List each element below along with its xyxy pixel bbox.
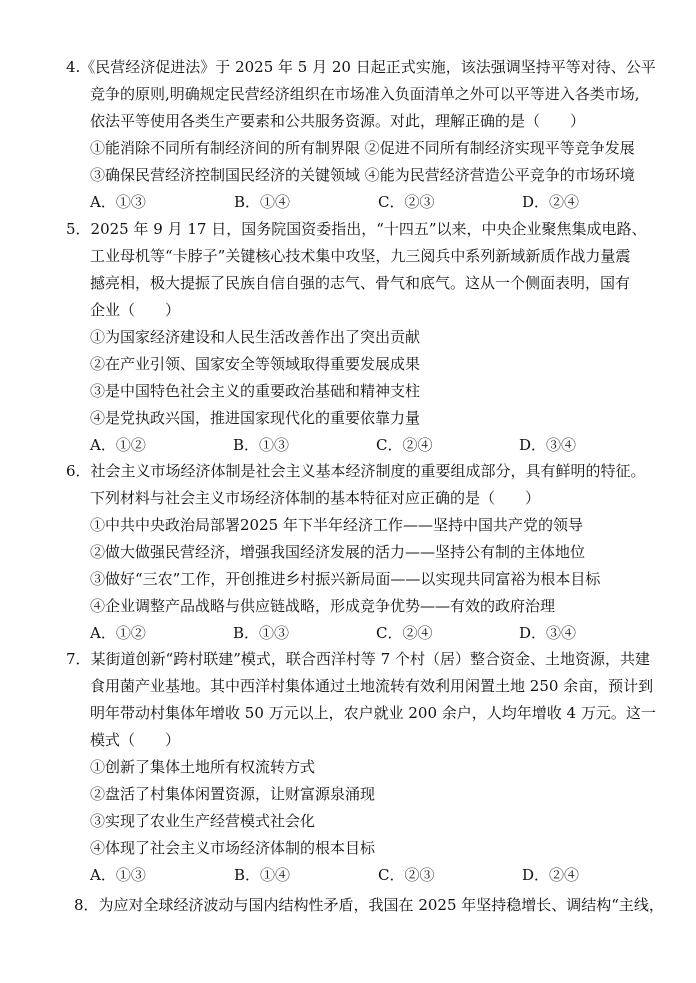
question-stem: 7．某街道创新“跨村联建”模式，联合西洋村等 7 个村（居）整合资金、土地资源，共建 bbox=[66, 650, 650, 668]
statement-item: ②盘活了村集体闲置资源，让财富源泉涌现 bbox=[90, 785, 376, 803]
statement-item: ③实现了农业生产经营模式社会化 bbox=[90, 812, 316, 830]
question-stem: 竞争的原则,明确规定民营经济组织在市场准入负面清单之外可以平等进入各类市场, bbox=[90, 85, 640, 103]
question-6 bbox=[66, 458, 666, 647]
option-b: B．①④ bbox=[234, 866, 291, 884]
option-c: C．②③ bbox=[378, 866, 435, 884]
statement-item: ③确保民营经济控制国民经济的关键领域 ④能为民营经济营造公平竞争的市场环境 bbox=[90, 166, 635, 184]
question-7 bbox=[66, 646, 666, 889]
option-c: C．②③ bbox=[378, 193, 435, 211]
question-5 bbox=[66, 216, 666, 459]
question-stem: 依法平等使用各类生产要素和公共服务资源。对此，理解正确的是（ ） bbox=[90, 112, 586, 130]
question-stem: 企业（ ） bbox=[90, 301, 181, 319]
question-4 bbox=[66, 54, 666, 216]
option-d: D．②④ bbox=[522, 193, 580, 211]
question-stem: 8．为应对全球经济波动与国内结构性矛盾，我国在 2025 年坚持稳增长、调结构“主线， bbox=[74, 896, 664, 914]
option-a: A．①③ bbox=[90, 193, 146, 211]
answer-options bbox=[66, 620, 666, 647]
statement-item: ①能消除不同所有制经济间的所有制界限 ②促进不同所有制经济实现平等竞争发展 bbox=[90, 139, 635, 157]
option-b: B．①③ bbox=[233, 624, 290, 642]
option-d: D．③④ bbox=[519, 624, 577, 642]
statement-item: ④是党执政兴国，推进国家现代化的重要依靠力量 bbox=[90, 409, 421, 427]
answer-options bbox=[66, 189, 666, 216]
statement-item: ②在产业引领、国家安全等领域取得重要发展成果 bbox=[90, 355, 421, 373]
option-c: C．②④ bbox=[376, 436, 433, 454]
statement-item: ③做好“三农”工作，开创推进乡村振兴新局面——以实现共同富裕为根本目标 bbox=[90, 570, 601, 588]
option-c: C．②④ bbox=[376, 624, 433, 642]
statement-item: ①为国家经济建设和人民生活改善作出了突出贡献 bbox=[90, 328, 421, 346]
statement-item: ④企业调整产品战略与供应链战略，形成竞争优势——有效的政府治理 bbox=[90, 597, 556, 615]
question-stem: 下列材料与社会主义市场经济体制的基本特征对应正确的是（ ） bbox=[90, 489, 541, 507]
question-stem: 撼亮相，极大提振了民族自信自强的志气、骨气和底气。这从一个侧面表明，国有 bbox=[90, 274, 631, 292]
option-d: D．③④ bbox=[519, 436, 577, 454]
option-a: A．①② bbox=[90, 624, 146, 642]
statement-item: ①中共中央政治局部署2025 年下半年经济工作——坚持中国共产党的领导 bbox=[90, 516, 583, 534]
option-b: B．①④ bbox=[234, 193, 291, 211]
statement-item: ④体现了社会主义市场经济体制的根本目标 bbox=[90, 839, 376, 857]
statement-item: ①创新了集体土地所有权流转方式 bbox=[90, 758, 316, 776]
option-b: B．①③ bbox=[233, 436, 290, 454]
question-stem: 4.《民营经济促进法》于 2025 年 5 月 20 日起正式实施，该法强调坚持平等对待、公平 bbox=[66, 58, 656, 76]
answer-options bbox=[66, 432, 666, 459]
question-stem: 工业母机等“卡脖子”关键核心技术集中攻坚，九三阅兵中系列新域新质作战力量震 bbox=[90, 247, 631, 265]
answer-options bbox=[66, 862, 666, 889]
question-8 bbox=[74, 892, 674, 919]
question-stem: 6．社会主义市场经济体制是社会主义基本经济制度的重要组成部分，具有鲜明的特征。 bbox=[66, 462, 646, 480]
statement-item: ②做大做强民营经济，增强我国经济发展的活力——坚持公有制的主体地位 bbox=[90, 543, 586, 561]
option-a: A．①② bbox=[90, 436, 146, 454]
question-stem: 5．2025 年 9 月 17 日，国务院国资委指出，“十四五”以来，中央企业聚焦集成电路、 bbox=[66, 220, 647, 238]
statement-item: ③是中国特色社会主义的重要政治基础和精神支柱 bbox=[90, 382, 421, 400]
question-stem: 模式（ ） bbox=[90, 731, 181, 749]
question-stem: 明年带动村集体年增收 50 万元以上，农户就业 200 余户，人均年增收 4 万元。这一 bbox=[90, 704, 656, 722]
option-d: D．②④ bbox=[522, 866, 580, 884]
question-stem: 食用菌产业基地。其中西洋村集体通过土地流转有效利用闲置土地 250 余亩，预计到 bbox=[90, 677, 654, 695]
option-a: A．①③ bbox=[90, 866, 146, 884]
